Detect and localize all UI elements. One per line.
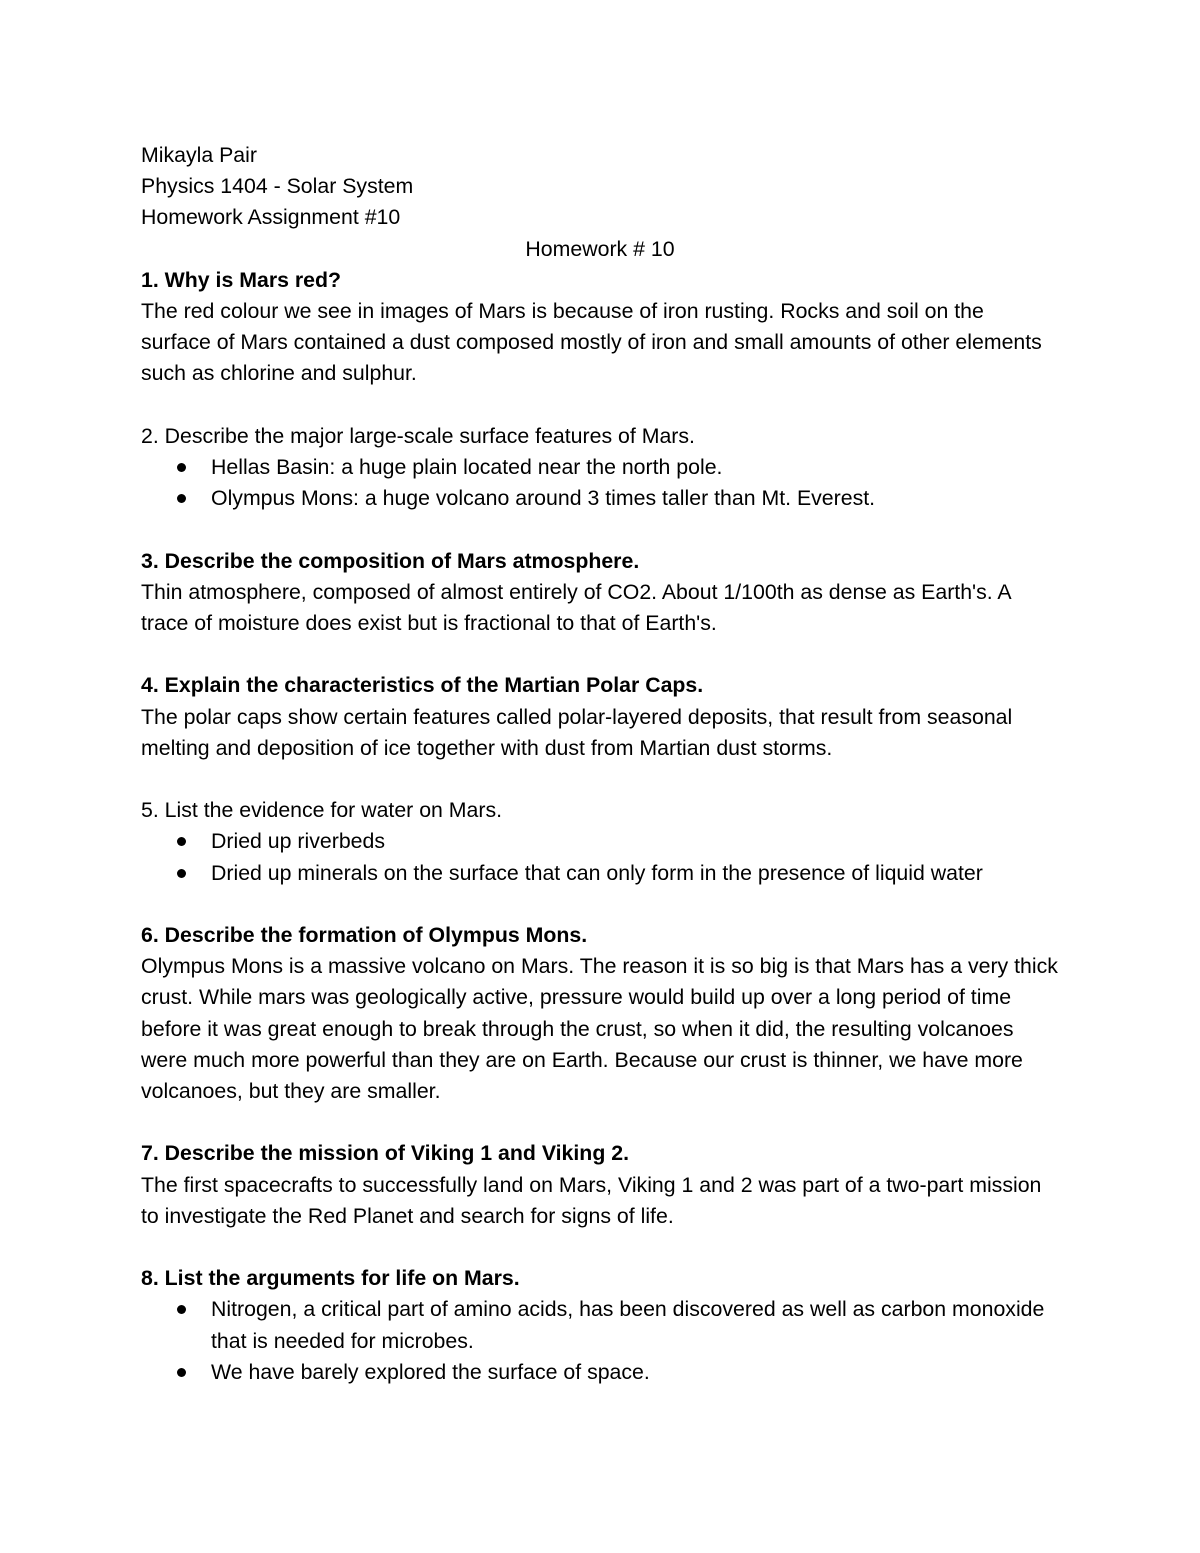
list-item-text: Nitrogen, a critical part of amino acids, has been discovered as well as carbon monoxide that is needed for microbes. [211,1297,1045,1353]
list-item-text: Hellas Basin: a huge plain located near the north pole. [211,455,723,480]
bullet-icon [177,837,186,846]
list-item [141,1294,1061,1356]
list-item-text: We have barely explored the surface of space. [211,1359,650,1384]
answer-8-list [141,1294,1071,1388]
answer-1: The red colour we see in images of Mars is because of iron rusting. Rocks and soil on the surface of Mars contained a dust composed mostly of iron and small amounts of other elements such as chlorine and sulphur. [141,299,1042,386]
assignment-name: Homework Assignment #10 [141,205,401,230]
question-7: 7. Describe the mission of Viking 1 and Viking 2. [141,1141,630,1166]
course-name: Physics 1404 - Solar System [141,174,414,199]
question-4: 4. Explain the characteristics of the Martian Polar Caps. [141,673,704,698]
question-1: 1. Why is Mars red? [141,267,342,292]
list-item [141,826,1061,857]
answer-5-list [141,826,1071,888]
bullet-icon [177,1368,186,1377]
list-item-text: Dried up minerals on the surface that can only form in the presence of liquid water [211,860,983,885]
spacer [141,514,1071,545]
bullet-icon [177,463,186,472]
list-item [141,1357,1061,1388]
bullet-icon [177,1305,186,1314]
list-item [141,452,1061,483]
spacer [141,764,1071,795]
list-item [141,483,1061,514]
question-6: 6. Describe the formation of Olympus Mons. [141,923,588,947]
spacer [141,889,1071,920]
document-page [141,140,1071,1388]
question-2: 2. Describe the major large-scale surface features of Mars. [141,423,695,448]
answer-2-list [141,452,1071,514]
answer-7: The first spacecrafts to successfully land on Mars, Viking 1 and 2 was part of a two-part mission to investigate the Red Planet and search for signs of life. [141,1172,1042,1228]
bullet-icon [177,494,186,503]
bullet-icon [177,869,186,878]
question-5: 5. List the evidence for water on Mars. [141,798,503,823]
student-name: Mikayla Pair [141,143,257,167]
spacer [141,1107,1071,1138]
spacer [141,390,1071,421]
question-3: 3. Describe the composition of Mars atmosphere. [141,548,640,573]
answer-6: Olympus Mons is a massive volcano on Mars. The reason it is so big is that Mars has a very thick crust. While mars was geologically active, pressure would build up over a long period of time before it was great enough to break through the crust, so when it did, the resulting volcanoes were much more powerful than they are on Earth. Because our crust is thinner, we have more volcanoes, but they are smaller. [141,954,1058,1104]
list-item [141,858,1061,889]
question-8: 8. List the arguments for life on Mars. [141,1266,520,1291]
answer-3: Thin atmosphere, composed of almost entirely of CO2. About 1/100th as dense as Earth's. A trace of moisture does exist but is fractional to that of Earth's. [141,579,1011,636]
answer-4: The polar caps show certain features called polar-layered deposits, that result from seasonal melting and deposition of ice together with dust from Martian dust storms. [141,704,1013,760]
spacer [141,639,1071,670]
list-item-text: Olympus Mons: a huge volcano around 3 times taller than Mt. Everest. [211,486,876,511]
spacer [141,1232,1071,1263]
list-item-text: Dried up riverbeds [211,829,386,854]
document-title: Homework # 10 [525,236,675,261]
